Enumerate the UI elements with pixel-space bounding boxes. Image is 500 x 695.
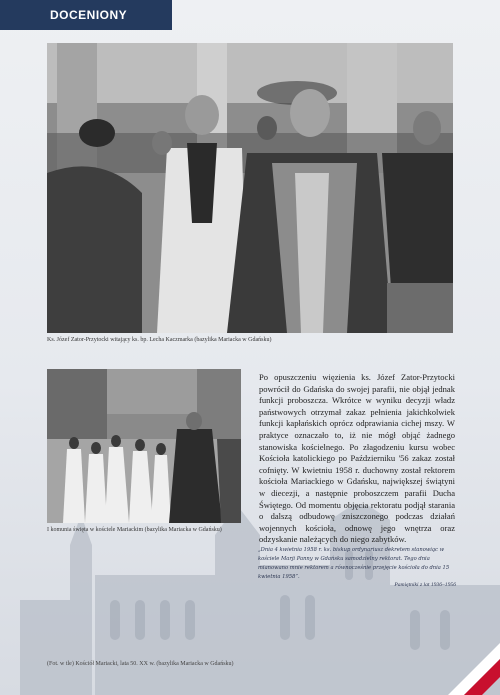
article-body xyxy=(259,372,455,546)
flag-ribbon-decoration xyxy=(430,625,500,695)
section-label: DOCENIONY xyxy=(50,8,128,22)
main-photo-caption: Ks. Józef Zator-Przytocki witający ks. bp. Lecha Kaczmarka (bazylika Mariacka w Gdańsku) xyxy=(47,337,272,343)
small-photo-caption: I komunia święta w kościele Mariackim (bazylika Mariacka w Gdańsku) xyxy=(47,527,222,533)
section-header-tab xyxy=(0,0,172,30)
quote-source: Pamiętniki z lat 1936–1956 xyxy=(394,582,456,588)
main-photo xyxy=(47,43,453,333)
memoir-quote: „Dnia 4 kwietnia 1958 r. ks. biskup ordynariusz dekretem stanowiąc w kościele Marji Panny w Gdańsku samodzielny rektorat. Tego dnia mianowano mnie rektorem a równocześnie przejęcie kościoła do dnia 15 kwietnia 1958”. xyxy=(258,547,450,580)
first-communion-photo xyxy=(47,369,241,523)
article-paragraph: Po opuszczeniu więzienia ks. Józef Zator-Przytocki powrócił do Gdańska do swojej parafii, nie objął jednak funkcji proboszcza. Wkrótce w wyniku decyzji władz państwowych otrzymał zakaz pełnienia jakichkolwiek funkcji kapłańskich oprócz odprawiania cichej mszy. W praktyce oznaczało to, iż nie mógł objąć żadnego stanowiska kościelnego. Po złagodzeniu kursu wobec Kościoła katolickiego po Październiku '56 zakaz został cofnięty. W kwietniu 1958 r. duchowny został rektorem kościoła Mariackiego w Gdańsku, największej świątyni w diecezji, a następnie proboszczem parafii Ducha Świętego. Od momentu objęcia rektoratu podjął starania o dalszą odbudowę zniszczonego podczas działań wojennych kościoła, odnowę jego wnętrza oraz odzyskanie należących do niego zabytków. xyxy=(259,372,455,545)
background-photo-caption: (Fot. w tle) Kościół Mariacki, lata 50. XX w. (bazylika Mariacka w Gdańsku) xyxy=(47,661,234,667)
